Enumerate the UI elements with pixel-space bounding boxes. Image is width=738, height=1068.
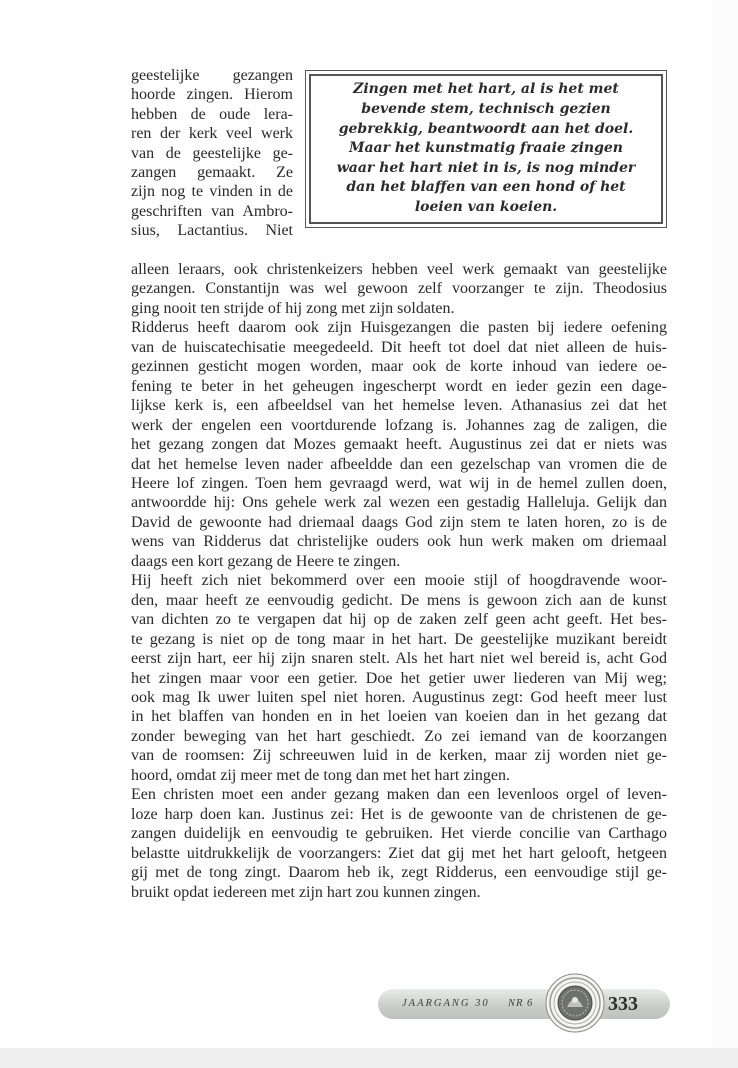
body-text-line: fening te beter in het geheugen ingescherpt wordt en ieder gezin een dage- (131, 377, 667, 395)
intro-text-line: hebben de oude lera- (131, 105, 293, 123)
body-text-line: wens van Ridderus dat christelijke ouders ook hun werk maken om driemaal (131, 533, 667, 551)
body-text-line: van de roomsen: Zij schreeuwen luid in de kerken, maar zij worden niet ge- (131, 747, 667, 765)
body-text-line: lijkse kerk is, een afbeeldsel van het hemelse leven. Athanasius zei dat het (131, 397, 667, 415)
pull-quote-line: waar het hart niet in is, is nog minder (336, 159, 636, 176)
body-text-line: Ridderus heeft daarom ook zijn Huisgezangen die pasten bij iedere oefening (131, 319, 667, 337)
body-text-line: den, maar heeft ze eenvoudig gedicht. De mens is gewoon zich aan de kunst (131, 591, 667, 609)
body-text-line: van de huiscatechisatie meegedeeld. Dit heeft tot doel dat niet alleen de huis- (131, 338, 667, 356)
intro-text-line: geschriften van Ambro- (131, 202, 293, 220)
body-text-line: gij met de tong zingt. Daarom heb ik, zegt Ridderus, een eenvoudige stijl ge- (131, 864, 667, 882)
body-text-line: in het blaffen van honden en in het loeien van koeien dan in het gezang dat (131, 708, 667, 726)
pull-quote-text (337, 80, 636, 217)
body-text-line: David de gewoonte had driemaal daags God zijn stem te laten horen, zo is de (131, 513, 667, 531)
body-text-line: te gezang is niet op de tong maar in het hart. De geestelijke muzikant bereidt (131, 630, 667, 648)
body-text-line: eerst zijn hart, eer hij zijn snaren stelt. Als het hart niet wel bereid is, acht God (131, 650, 667, 668)
body-text-line: het zingen maar voor een getier. Doe het getier uwer liederen van Mij weg; (131, 669, 667, 687)
body-text-line: Heere lof zingen. Toen hem gevraagd werd, wat wij in de hemel zullen doen, (131, 474, 667, 492)
body-text-line: dat het hemelse leven nader afbeeldde dan een gezelschap van vromen die de (131, 455, 667, 473)
pull-quote-line: Maar het kunstmatig fraaie zingen (348, 140, 623, 157)
body-text-line: gezinnen gesticht mogen worden, maar ook de korte inhoud van iedere oe- (131, 358, 667, 376)
body-text-line: Een christen moet een ander gezang maken dan een levenloos orgel of leven- (131, 786, 667, 804)
page-number: 333 (608, 993, 638, 1015)
pull-quote-line: Zingen met het hart, al is het met (353, 81, 619, 98)
intro-text-line: ren der kerk veel werk (131, 125, 293, 143)
body-text-line: bruikt opdat iedereen met zijn hart zou kunnen zingen. (131, 883, 481, 901)
intro-text-line: sius, Lactantius. Niet (131, 222, 293, 240)
magazine-emblem-icon (545, 973, 605, 1033)
body-text-line: alleen leraars, ook christenkeizers hebben veel werk gemaakt van geestelijke (131, 261, 667, 278)
body-text-line: zonder beweging van het hart geschiedt. Zo zei iemand van de koorzangen (131, 727, 667, 745)
body-text-line: ook mag Ik uwer luiten spel niet horen. Augustinus zegt: God heeft meer lust (131, 688, 667, 706)
intro-text-line: zijn nog te vinden in de (131, 183, 293, 201)
article-body (131, 260, 667, 902)
body-text-line: daags een kort gezang de Heere te zingen. (131, 552, 401, 570)
body-text-line: gezangen. Constantijn was wel gewoon zelf voorzanger te zijn. Theodosius (131, 280, 667, 298)
footer-issue: NR 6 (508, 998, 534, 1009)
intro-text-line: zangen gemaakt. Ze (131, 164, 293, 182)
intro-text-line: geestelijke gezangen (131, 67, 293, 84)
body-text-line: Hij heeft zich niet bekommerd over een mooie stijl of hoogdravende woor- (131, 572, 667, 590)
intro-text-line: van de geestelijke ge- (131, 144, 293, 162)
pull-quote-line: loeien van koeien. (414, 198, 558, 215)
pull-quote-frame (309, 74, 663, 224)
footer-volume: JAARGANG 30 (402, 998, 490, 1009)
intro-paragraph-column (131, 66, 293, 241)
body-text-line: van dichten zo te vergapen dat hij op de zaken zelf geen acht geeft. Het bes- (131, 611, 667, 629)
body-text-line: belastte uitdrukkelijk de voorzangers: Ziet dat gij met het hart gelooft, hetgeen (131, 844, 667, 862)
body-text-line: werk der engelen een voortdurende lofzang is. Johannes zag de zaligen, die (131, 416, 667, 434)
pull-quote-line: gebrekkig, beantwoordt aan het doel. (338, 120, 634, 137)
body-text-line: ging nooit ten strijde of hij zong met zijn soldaten. (131, 299, 455, 317)
body-text-line: hoord, omdat zij meer met de tong dan met het hart zingen. (131, 766, 510, 784)
body-text-line: het gezang zongen dat Mozes gemaakt heeft. Augustinus zei dat er niets was (131, 436, 667, 454)
page-bottom-shade (0, 1048, 738, 1068)
pull-quote-line: bevende stem, technisch gezien (361, 101, 611, 118)
pull-quote-line: dan het blaffen van een hond of het (346, 179, 626, 196)
body-text-line: loze harp doen kan. Justinus zei: Het is de gewoonte van de christenen de ge- (131, 805, 667, 823)
body-text-line: zangen duidelijk en eenvoudig te gebruiken. Het vierde concilie van Carthago (131, 825, 667, 843)
pull-quote-box (305, 70, 667, 228)
intro-text-line: hoorde zingen. Hierom (131, 86, 293, 104)
body-text-line: antwoordde hij: Ons gehele werk zal wezen een gestadig Halleluja. Gelijk dan (131, 494, 667, 512)
